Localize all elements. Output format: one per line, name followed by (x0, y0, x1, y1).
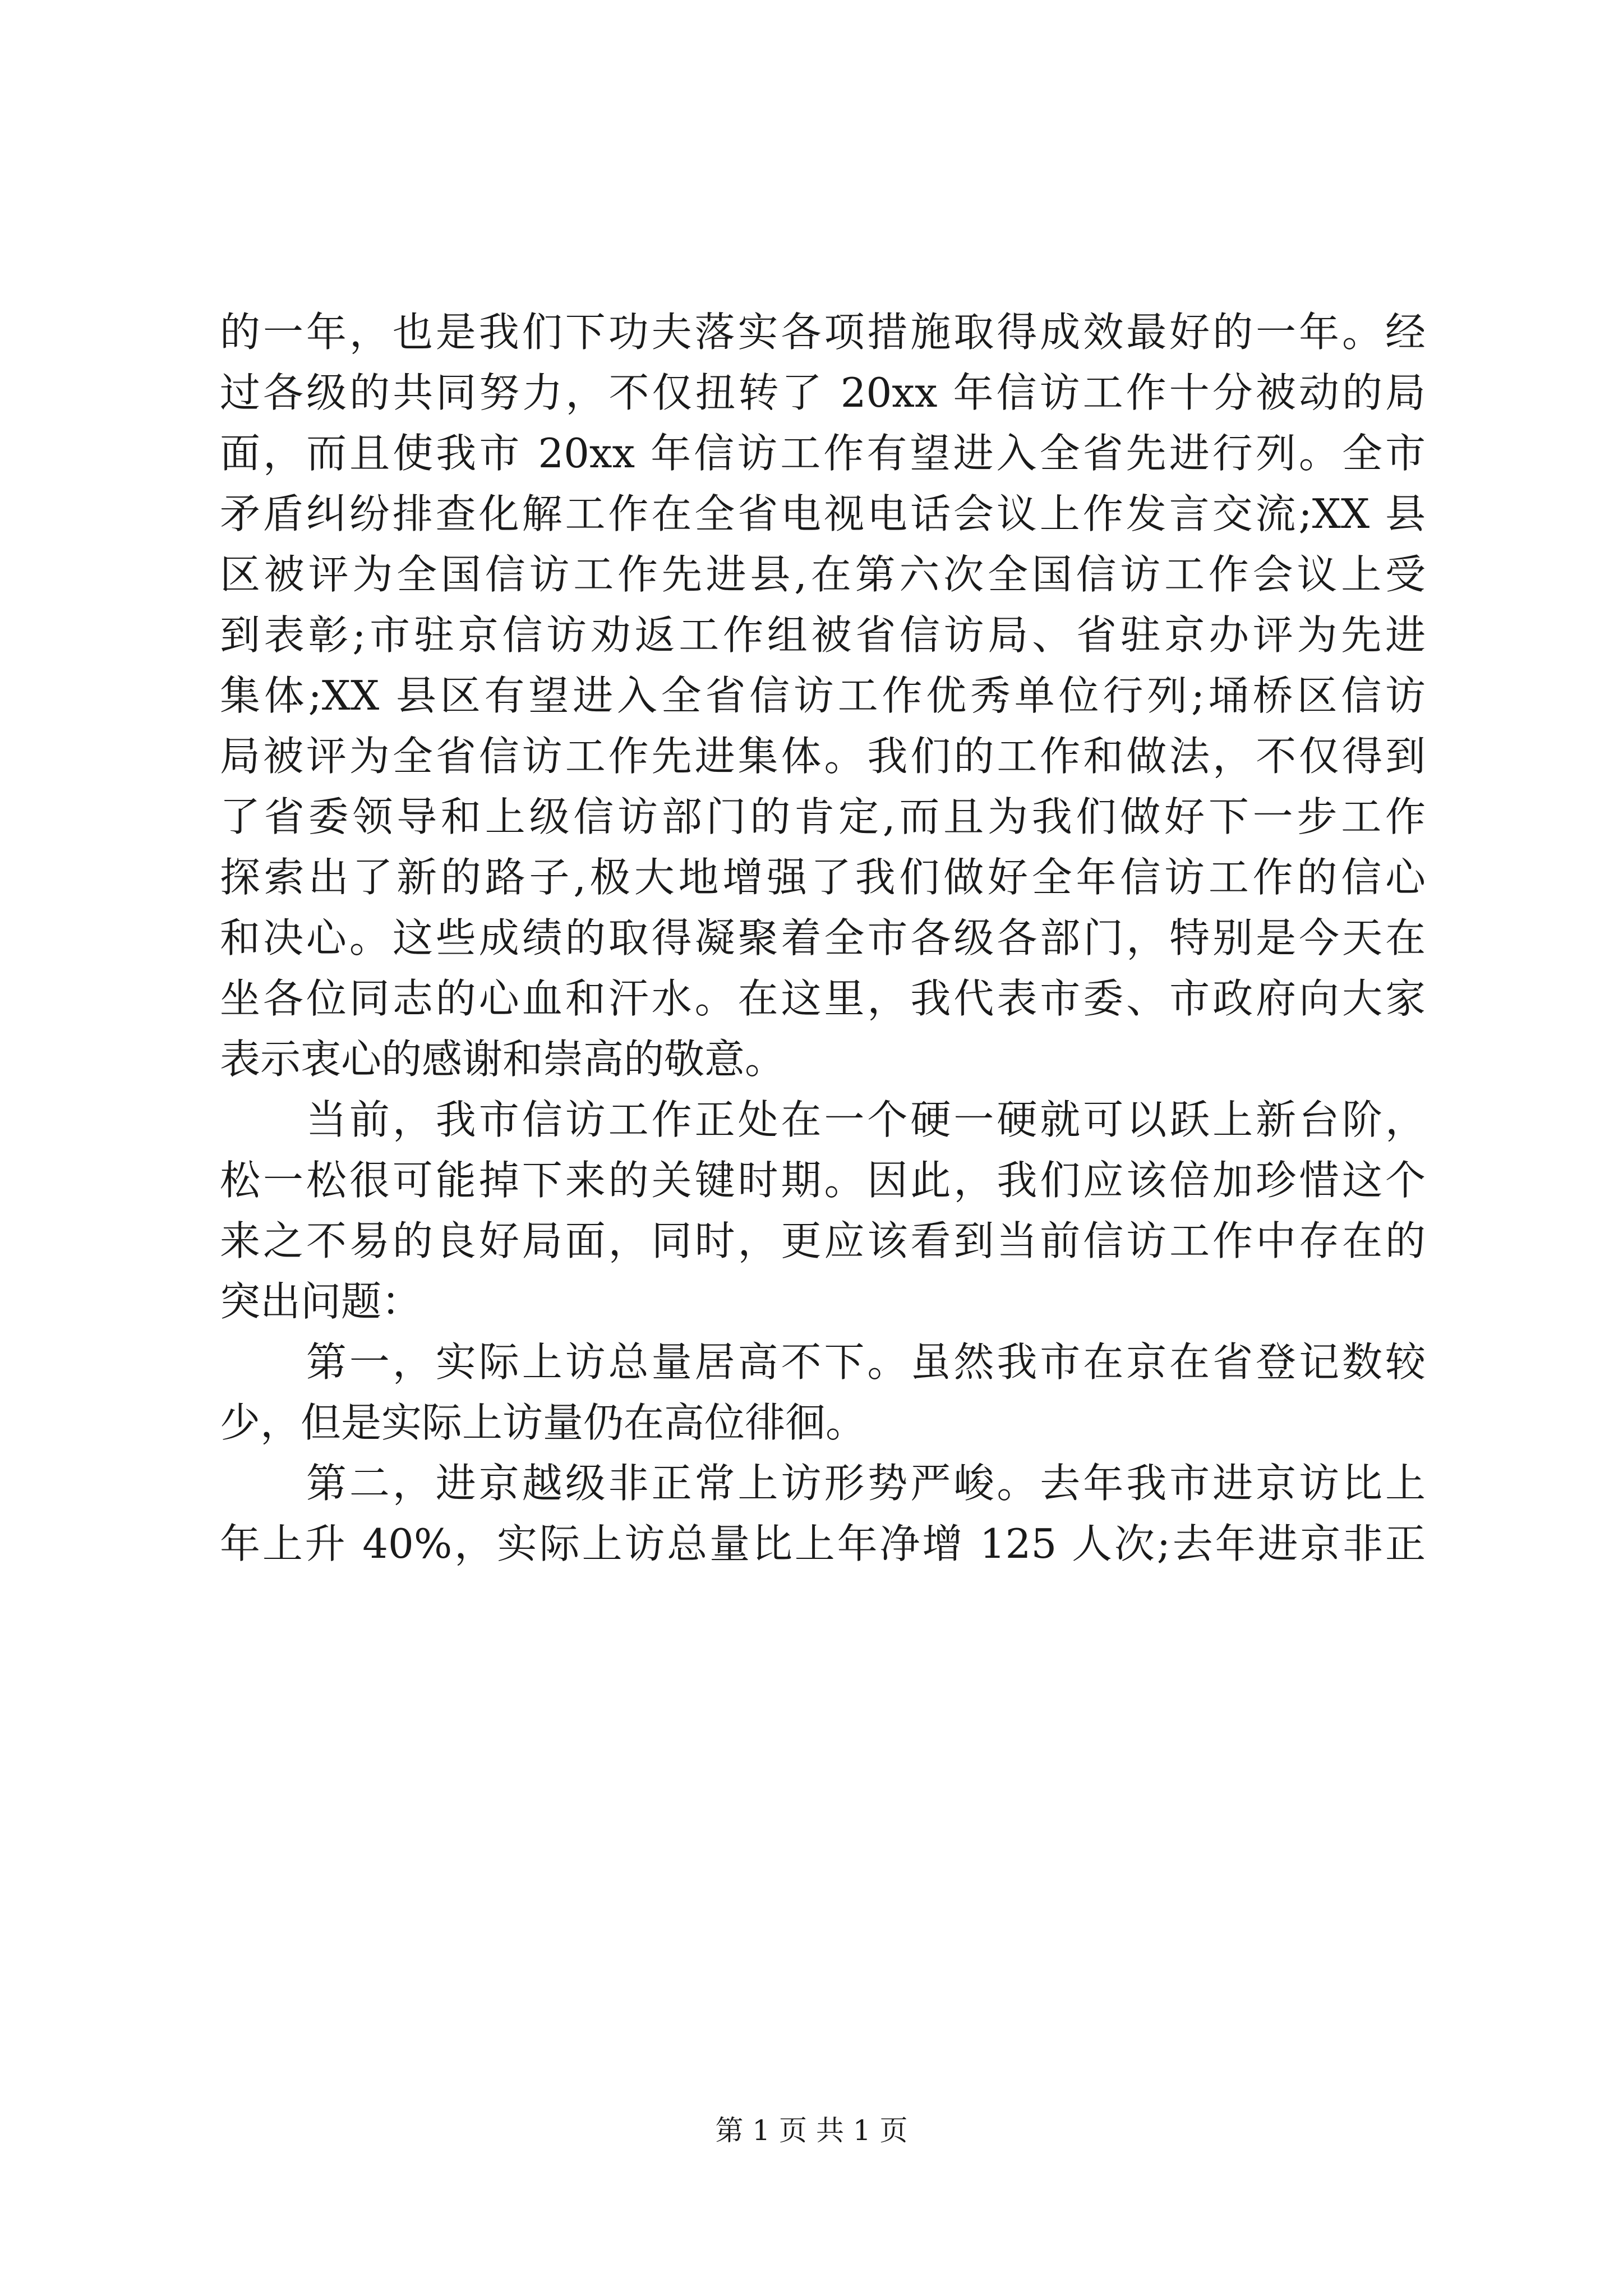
text-line: 和决心。这些成绩的取得凝聚着全市各级各部门，特别是今天在 (220, 914, 1426, 961)
text-line: 的一年，也是我们下功夫落实各项措施取得成效最好的一年。经 (220, 309, 1426, 356)
text-line: 坐各位同志的心血和汗水。在这里，我代表市委、市政府向大家 (220, 975, 1426, 1022)
text-line: 矛盾纠纷排查化解工作在全省电视电话会议上作发言交流;XX 县 (220, 490, 1426, 537)
text-line: 过各级的共同努力，不仅扭转了 20xx 年信访工作十分被动的局 (220, 369, 1426, 416)
text-line: 来之不易的良好局面，同时，更应该看到当前信访工作中存在的 (220, 1217, 1426, 1264)
page-footer (0, 2114, 1623, 2147)
text-line: 区被评为全国信访工作先进县,在第六次全国信访工作会议上受 (220, 551, 1426, 598)
text-line: 到表彰;市驻京信访劝返工作组被省信访局、省驻京办评为先进 (220, 611, 1426, 659)
text-line: 松一松很可能掉下来的关键时期。因此，我们应该倍加珍惜这个 (220, 1157, 1426, 1204)
text-line: 探索出了新的路子,极大地增强了我们做好全年信访工作的信心 (220, 854, 1426, 901)
text-line: 第一，实际上访总量居高不下。虽然我市在京在省登记数较 (220, 1338, 1426, 1386)
text-line: 突出问题： (220, 1278, 422, 1325)
body-text (220, 302, 1426, 1574)
text-line: 局被评为全省信访工作先进集体。我们的工作和做法，不仅得到 (220, 733, 1426, 780)
text-line: 面，而且使我市 20xx 年信访工作有望进入全省先进行列。全市 (220, 430, 1426, 477)
page-indicator: 第 1 页 共 1 页 (715, 2114, 908, 2147)
text-line: 第二，进京越级非正常上访形势严峻。去年我市进京访比上 (220, 1460, 1426, 1507)
text-line: 表示衷心的感谢和崇高的敬意。 (220, 1036, 786, 1083)
text-line: 年上升 40%，实际上访总量比上年净增 125 人次;去年进京非正 (220, 1520, 1426, 1567)
text-line: 当前，我市信访工作正处在一个硬一硬就可以跃上新台阶， (220, 1096, 1426, 1143)
text-line: 了省委领导和上级信访部门的肯定,而且为我们做好下一步工作 (220, 793, 1426, 840)
text-line: 少，但是实际上访量仍在高位徘徊。 (220, 1399, 866, 1446)
text-line: 集体;XX 县区有望进入全省信访工作优秀单位行列;埇桥区信访 (220, 672, 1426, 719)
